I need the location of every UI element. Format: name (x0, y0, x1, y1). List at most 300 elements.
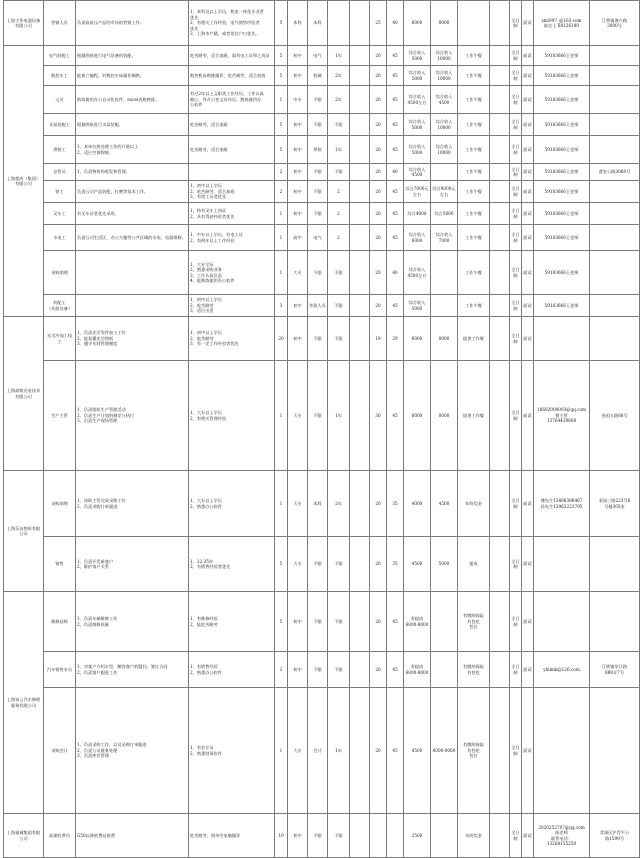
table-cell-duties: 1、负责组织生产管理活动 2、负责生产计划的制定与执行 3、负责生产现场管理 (76, 361, 189, 471)
table-cell-f15 (490, 688, 510, 814)
table-row (4, 136, 640, 164)
table-row (4, 225, 640, 251)
table-cell-f9 (350, 203, 370, 225)
table-row (4, 537, 640, 592)
table-cell-f9 (350, 225, 370, 251)
table-cell-education: 初中 (288, 592, 308, 652)
table-cell-f9 (350, 471, 370, 537)
table-cell-f15 (490, 66, 510, 86)
table-cell-welfare: 工作午餐 (458, 46, 490, 66)
table-cell-duties: 1、本单位热处理工作的开展以上 2、适应空调焊接。 (76, 136, 189, 164)
table-row (4, 86, 640, 114)
table-cell-experience: 1年 (328, 46, 350, 66)
company-name-cell: 上海大华电器设备有限公司 (4, 1, 44, 46)
table-cell-recruit: 面试 (522, 652, 534, 688)
recruitment-table-sheet (3, 0, 637, 846)
table-cell-welfare: 有缴纳保险 有包吃 包住 (458, 688, 490, 814)
table-cell-count: 5 (275, 46, 288, 66)
table-cell-experience: 不限 (328, 317, 350, 361)
table-cell-education: 初中 (288, 181, 308, 203)
table-cell-contract: 全日 制 (510, 537, 522, 592)
table-cell-count: 5 (275, 537, 288, 592)
table-cell-salary_max (431, 164, 458, 181)
table-cell-contract: 全日 制 (510, 225, 522, 251)
table-cell-address (590, 537, 640, 592)
table-cell-recruit: 面试 (522, 688, 534, 814)
table-cell-position: 装配工 （外派设备） (44, 295, 76, 317)
table-row (4, 46, 640, 66)
table-cell-experience: 1年 (328, 136, 350, 164)
table-cell-f15 (490, 251, 510, 295)
table-cell-age_max: 45 (387, 295, 404, 317)
table-cell-f15 (490, 652, 510, 688)
table-cell-requirements: 1、本科及以上学历，机电一体化专业者 优先 2、有相关工作经验，电气销售经验者 优先 3、上海市户籍，或者常住户口优先。 (189, 1, 275, 46)
table-cell-salary_max: 综合收入 10000 (431, 46, 458, 66)
table-cell-position: 水电工 (44, 225, 76, 251)
table-cell-age_min: 20 (370, 181, 387, 203)
table-cell-welfare: 有缴纳保险 有包吃 (458, 652, 490, 688)
table-cell-salary_min: 综合7000元 左右 (404, 181, 431, 203)
table-cell-recruit: 面试 (522, 1, 534, 46)
table-cell-salary_max: 综合8000元 左右 (431, 181, 458, 203)
table-cell-education: 大专 (288, 251, 308, 295)
table-cell-education: 初中 (288, 203, 308, 225)
table-cell-age_min: 30 (370, 361, 387, 471)
table-row (4, 1, 640, 46)
table-cell-position: 焊接工 (44, 136, 76, 164)
table-cell-major: 不限 (308, 86, 328, 114)
table-cell-count: 3 (275, 295, 288, 317)
table-cell-age_max (387, 814, 404, 858)
table-cell-recruit: 面试 (522, 251, 534, 295)
table-cell-position: 水泵装配工 (44, 114, 76, 136)
table-cell-salary_min: 综合收入 6000 (404, 225, 431, 251)
table-cell-f9 (350, 136, 370, 164)
table-cell-recruit: 面试 (522, 471, 534, 537)
table-cell-duties: G50以降收费站收费 (76, 814, 189, 858)
table-cell-experience: 2 (328, 225, 350, 251)
table-cell-education: 大专 (288, 537, 308, 592)
table-cell-contract: 全日 制 (510, 86, 522, 114)
company-name-cell: 上海高铸光电技术有限公司 (4, 317, 44, 471)
table-cell-age_min: 20 (370, 225, 387, 251)
table-cell-requirements: 1、初中以上学历 2、吃苦耐劳 3、适应出差 (189, 295, 275, 317)
table-cell-salary_max (431, 295, 458, 317)
table-cell-salary_max (431, 814, 458, 858)
table-cell-experience: 不限 (328, 592, 350, 652)
table-cell-salary_max: 8000 (431, 317, 458, 361)
table-cell-contract: 全日 制 (510, 114, 522, 136)
table-cell-salary_min: 4500 (404, 537, 431, 592)
table-cell-welfare: 工作午餐 (458, 181, 490, 203)
table-cell-age_min: 25 (370, 1, 387, 46)
table-cell-contact: 59183666王老师 (534, 136, 590, 164)
table-cell-count: 5 (275, 1, 288, 46)
table-cell-duties: 根据图纸进行电气设备的装配。 (76, 46, 189, 66)
table-cell-welfare: 工作午餐 (458, 114, 490, 136)
table-cell-age_min: 20 (370, 66, 387, 86)
table-cell-requirements: 吃苦耐劳，适合加班 (189, 136, 275, 164)
table-cell-age_max: 45 (387, 86, 404, 114)
table-cell-requirements: 1、22-35岁 2、有销售经验者优先 (189, 537, 275, 592)
table-cell-f15 (490, 1, 510, 46)
table-cell-duties: 熟练使用办公自动化软件，excel表格熟练。 (76, 86, 189, 114)
table-cell-f9 (350, 114, 370, 136)
table-cell-count: 5 (275, 114, 288, 136)
table-cell-duties: 有叉车证者优先录用。 (76, 203, 189, 225)
table-cell-education: 本科 (288, 1, 308, 46)
table-cell-f15 (490, 203, 510, 225)
table-cell-requirements: 有过2年以上文职类工作经历，工作认真 细心，有办公室文员经历，熟练使用办 公软件 (189, 86, 275, 114)
table-cell-f15 (490, 592, 510, 652)
table-cell-f9 (350, 688, 370, 814)
table-cell-major: 不限 (308, 652, 328, 688)
table-cell-salary_min: 有提成 6000-8000 (404, 652, 431, 688)
table-cell-f15 (490, 46, 510, 66)
table-cell-f9 (350, 251, 370, 295)
table-cell-contract: 全日 制 (510, 164, 522, 181)
table-cell-contact: 18602000003@qq.com 曹主管 13764439668 (534, 361, 590, 471)
table-cell-f15 (490, 114, 510, 136)
table-cell-count: 2 (275, 164, 288, 181)
table-row (4, 181, 640, 203)
table-cell-requirements: 1、有销售经验 2、熟悉办公软件 (189, 652, 275, 688)
table-cell-contact: 59183666王老师 (534, 295, 590, 317)
table-cell-salary_max: 5000 (431, 537, 458, 592)
company-name-cell: 上海福诚集团有限公司 (4, 814, 44, 858)
table-cell-major: 本科 (308, 1, 328, 46)
table-cell-contact: zmi997_@163.com 陆女士 68126180 (534, 1, 590, 46)
table-cell-age_min: 20 (370, 688, 387, 814)
table-row (4, 317, 640, 361)
table-cell-education: 初中 (288, 652, 308, 688)
table-cell-salary_min: 4500 (404, 688, 431, 814)
table-cell-address: 曹安公路3068号 (590, 164, 640, 181)
table-cell-salary_min: 综合收入 5000 (404, 114, 431, 136)
table-cell-contact: 59183666王老师 (534, 46, 590, 66)
table-cell-age_min: 20 (370, 295, 387, 317)
table-cell-major: 外派人员 (308, 295, 328, 317)
table-row (4, 471, 640, 537)
table-cell-experience: 2年 (328, 471, 350, 537)
table-cell-contact: yhlimk@126.com (534, 652, 590, 688)
table-cell-count: 20 (275, 317, 288, 361)
table-cell-position: 电气装配工 (44, 46, 76, 66)
table-cell-recruit: 面试 (522, 181, 534, 203)
table-cell-age_max: 45 (387, 652, 404, 688)
table-cell-recruit: 面试 (522, 537, 534, 592)
company-name-cell: 上海家云汽车修理服务有限公司 (4, 592, 44, 814)
table-cell-contract: 全日 制 (510, 203, 522, 225)
table-cell-contract: 全日 制 (510, 361, 522, 471)
table-cell-address: 金园五路88号 (590, 361, 640, 471)
table-cell-f15 (490, 471, 510, 537)
table-cell-major: 不限 (308, 592, 328, 652)
table-cell-experience: 不限 (328, 652, 350, 688)
table-cell-major: 机械 (308, 66, 328, 86)
table-cell-count: 5 (275, 66, 288, 86)
table-cell-age_max: 45 (387, 361, 404, 471)
table-cell-education: 初中 (288, 136, 308, 164)
table-cell-contract: 全日 制 (510, 181, 522, 203)
table-cell-contract: 全日 制 (510, 592, 522, 652)
table-cell-duties: 1、负责采购工作，以及采购订单跟进 2、负责公司账务处理 3、负责库存管理 (76, 688, 189, 814)
table-cell-contact (534, 317, 590, 361)
table-cell-count: 1 (275, 471, 288, 537)
table-cell-major: 电气 (308, 46, 328, 66)
table-cell-f15 (490, 317, 510, 361)
table-cell-f9 (350, 164, 370, 181)
table-cell-f15 (490, 86, 510, 114)
table-row (4, 295, 640, 317)
table-cell-position: 数控车工 (44, 66, 76, 86)
table-cell-age_min: 20 (370, 652, 387, 688)
table-cell-salary_max: 综合收入 4500 (431, 86, 458, 114)
table-cell-position: 采购助理 (44, 251, 76, 295)
table-cell-duties: 负责公司生活区、办公大楼等公共区域的水电、电器维修。 (76, 225, 189, 251)
table-cell-contact: 傅先生13888386467 孙先生13962223795 (534, 471, 590, 537)
table-cell-recruit: 面试 (522, 114, 534, 136)
table-cell-welfare: 工作午餐 (458, 66, 490, 86)
table-cell-duties (76, 295, 189, 317)
table-cell-major: 不限 (308, 114, 328, 136)
table-cell-salary_max: 综合5000 (431, 203, 458, 225)
table-cell-salary_max: 综合收入 10000 (431, 66, 458, 86)
table-row (4, 203, 640, 225)
table-row (4, 251, 640, 295)
table-cell-requirements: 数控机床熟练操作，吃苦耐劳，适合加班 (189, 66, 275, 86)
table-cell-welfare: 提供工作餐 (458, 317, 490, 361)
table-cell-experience: 2年 (328, 66, 350, 86)
table-cell-f15 (490, 361, 510, 471)
table-cell-age_min: 20 (370, 164, 387, 181)
table-cell-salary_min: 6000 (404, 1, 431, 46)
table-cell-recruit: 面试 (522, 317, 534, 361)
table-cell-recruit: 面试 (522, 592, 534, 652)
table-cell-salary_max: 4500 (431, 471, 458, 537)
table-cell-address (590, 317, 640, 361)
table-cell-address (590, 86, 640, 114)
table-cell-age_min: 20 (370, 114, 387, 136)
table-row (4, 66, 640, 86)
table-cell-education: 初中 (288, 46, 308, 66)
table-cell-count: 5 (275, 136, 288, 164)
table-cell-salary_max (431, 251, 458, 295)
table-row (4, 114, 640, 136)
table-cell-count: 10 (275, 814, 288, 858)
table-cell-position: 采购会计 (44, 688, 76, 814)
table-cell-welfare: 提供工作餐 (458, 361, 490, 471)
table-cell-contract: 全日 制 (510, 688, 522, 814)
table-cell-recruit: 面试 (522, 86, 534, 114)
table-cell-age_min: 20 (370, 136, 387, 164)
table-cell-contact: 59183666王老师 (534, 251, 590, 295)
table-cell-requirements: 1、有会计证 2、熟悉财务软件 (189, 688, 275, 814)
table-cell-requirements: 1、有维修经验 2、能吃苦耐劳 (189, 592, 275, 652)
table-body (4, 1, 640, 858)
table-cell-contract: 全日 制 (510, 317, 522, 361)
table-cell-salary_max: 8000 (431, 1, 458, 46)
table-cell-salary_max (431, 592, 458, 652)
table-row (4, 592, 640, 652)
table-cell-age_min: 20 (370, 537, 387, 592)
table-cell-address (590, 203, 640, 225)
table-cell-address (590, 688, 640, 814)
table-cell-f9 (350, 317, 370, 361)
table-cell-age_min: 20 (370, 86, 387, 114)
table-cell-count: 1 (275, 688, 288, 814)
table-cell-major: 不限 (308, 251, 328, 295)
table-cell-salary_min: 综合收入 5000 (404, 295, 431, 317)
table-cell-experience: 2 (328, 203, 350, 225)
table-cell-contract: 全日 制 (510, 251, 522, 295)
table-cell-salary_min: 综合收入 4500 (404, 164, 431, 181)
table-cell-f9 (350, 1, 370, 46)
table-cell-address (590, 136, 640, 164)
table-cell-education: 中专 (288, 86, 308, 114)
table-cell-age_min: 20 (370, 46, 387, 66)
table-cell-salary_max (431, 652, 458, 688)
table-cell-requirements (189, 164, 275, 181)
table-cell-position: 高速收费员 (44, 814, 76, 858)
company-name-cell: 上海莲成（集团）有限公司 (4, 46, 44, 317)
table-cell-address: 江桥镇海兴路 2000号 (590, 1, 640, 46)
table-cell-f15 (490, 181, 510, 203)
table-cell-welfare: 工作午餐 (458, 86, 490, 114)
table-cell-age_max: 45 (387, 181, 404, 203)
table-row (4, 688, 640, 814)
table-cell-address (590, 66, 640, 86)
table-cell-position: 采购助理 (44, 471, 76, 537)
table-cell-welfare: 年终奖金 (458, 471, 490, 537)
table-cell-requirements: 吃苦耐劳，适合加班，需有电工证和上岗证 (189, 46, 275, 66)
table-cell-position: 生产主管 (44, 361, 76, 471)
table-cell-age_min: 20 (370, 251, 387, 295)
table-cell-age_max: 45 (387, 688, 404, 814)
table-cell-salary_max: 6000-8000 (431, 688, 458, 814)
table-cell-contract: 全日 制 (510, 471, 522, 537)
table-cell-experience: 1年 (328, 688, 350, 814)
table-cell-age_max: 45 (387, 203, 404, 225)
table-cell-experience: 2 (328, 181, 350, 203)
table-cell-experience: 2年 (328, 86, 350, 114)
table-cell-duties: 1、对客户介绍车型，解答客户的疑问，签订合同 2、负责客户跟进工作 (76, 652, 189, 688)
table-cell-position: 光学冷加工技工 (44, 317, 76, 361)
table-cell-major: 不限 (308, 203, 328, 225)
table-cell-f15 (490, 295, 510, 317)
table-cell-education: 大专 (288, 361, 308, 471)
table-cell-salary_min: 综合4000 (404, 203, 431, 225)
table-cell-major: 焊接 (308, 136, 328, 164)
table-cell-age_max: 40 (387, 251, 404, 295)
table-cell-experience: 不限 (328, 295, 350, 317)
table-cell-recruit: 面试 (522, 164, 534, 181)
table-cell-salary_min: 综合收入 5000 (404, 46, 431, 66)
table-cell-education: 大专 (288, 688, 308, 814)
table-cell-count: 1 (275, 225, 288, 251)
table-row (4, 652, 640, 688)
table-cell-welfare: 年终奖金 (458, 814, 490, 858)
table-cell-duties: 1、负责开发新客户 2、维护客户关系 (76, 537, 189, 592)
table-cell-duties: 1、负责物资的收发和管理。 (76, 164, 189, 181)
table-cell-requirements: 1、大专以上学历 2、熟悉办公软件 (189, 471, 275, 537)
table-cell-welfare: 有缴纳保险 有包吃 包住 (458, 592, 490, 652)
table-cell-requirements: 吃苦耐劳，简单会电脑操作 (189, 814, 275, 858)
table-cell-count: 3 (275, 652, 288, 688)
table-cell-salary_min: 综合收入 5000 (404, 136, 431, 164)
table-cell-salary_min: 6000 (404, 317, 431, 361)
table-cell-salary_max: 综合收入 10000 (431, 136, 458, 164)
table-cell-welfare: 提成 (458, 537, 490, 592)
table-cell-duties (76, 251, 189, 295)
table-cell-welfare: 工作午餐 (458, 295, 490, 317)
table-cell-age_max: 45 (387, 46, 404, 66)
table-cell-address (590, 592, 640, 652)
table-cell-major: 不限 (308, 814, 328, 858)
table-cell-welfare: 工作午餐 (458, 164, 490, 181)
recruitment-table (3, 0, 640, 858)
table-cell-age_min (370, 814, 387, 858)
table-cell-salary_max: 综合收入 10000 (431, 114, 458, 136)
table-cell-recruit: 面试 (522, 295, 534, 317)
table-cell-contact: 59183666王老师 (534, 86, 590, 114)
table-cell-welfare (458, 1, 490, 46)
table-cell-address (590, 181, 640, 203)
table-cell-experience: 不限 (328, 814, 350, 858)
table-cell-age_min: 20 (370, 592, 387, 652)
table-cell-age_max: 45 (387, 225, 404, 251)
table-cell-age_min: 20 (370, 203, 387, 225)
table-cell-age_max: 45 (387, 136, 404, 164)
table-cell-duties: 负责高低压产品的市场的营销工作。 (76, 1, 189, 46)
table-cell-position: 营销人员 (44, 1, 76, 46)
table-cell-experience: 不限 (328, 537, 350, 592)
table-cell-requirements: 1、大专以上学历 2、有相关管理经验 (189, 361, 275, 471)
table-cell-age_max: 45 (387, 114, 404, 136)
table-cell-contact: 59183666王老师 (534, 181, 590, 203)
table-cell-salary_min: 3500 (404, 814, 431, 858)
table-cell-contract: 全日 制 (510, 295, 522, 317)
table-cell-age_max: 45 (387, 66, 404, 86)
table-cell-contact: 59183666王老师 (534, 164, 590, 181)
table-cell-duties: 1、协助主管完成采购工作 2、负责采购订单跟进 (76, 471, 189, 537)
table-cell-salary_max: 综合收入 7000 (431, 225, 458, 251)
company-name-cell: 上海乐冶物资有限公司 (4, 471, 44, 592)
table-cell-education: 大专 (288, 471, 308, 537)
table-cell-age_max: 40 (387, 164, 404, 181)
table-cell-major: 不限 (308, 181, 328, 203)
table-cell-address: 江桥镇华江路 888弄7号 (590, 652, 640, 688)
table-cell-address: 金园三路223号6 号楼305室 (590, 471, 640, 537)
table-cell-recruit: 面试 (522, 203, 534, 225)
table-cell-contact: 59183666王老师 (534, 225, 590, 251)
table-cell-address: 青浦区沪青平公 路1599号 (590, 814, 640, 858)
table-cell-major: 不限 (308, 164, 328, 181)
table-cell-f9 (350, 361, 370, 471)
table-cell-count: 5 (275, 592, 288, 652)
table-cell-f9 (350, 814, 370, 858)
table-cell-salary_min: 综合收入 4500左右 (404, 86, 431, 114)
table-cell-position: 销售 (44, 537, 76, 592)
table-cell-f15 (490, 136, 510, 164)
table-cell-experience: 不限 (328, 114, 350, 136)
table-cell-duties: 1、负责车辆维修工作 2、负责维修质量 (76, 592, 189, 652)
table-cell-age_min: 19 (370, 317, 387, 361)
table-cell-major: 本科 (308, 471, 328, 537)
table-cell-position: 仓管员 (44, 164, 76, 181)
table-cell-requirements: 1、中专以上学历，有电工证 2、有两年以上工作经验 (189, 225, 275, 251)
table-cell-contact: 2020252707@qq.com 陈老师 联系电话： 13268155250 (534, 814, 590, 858)
